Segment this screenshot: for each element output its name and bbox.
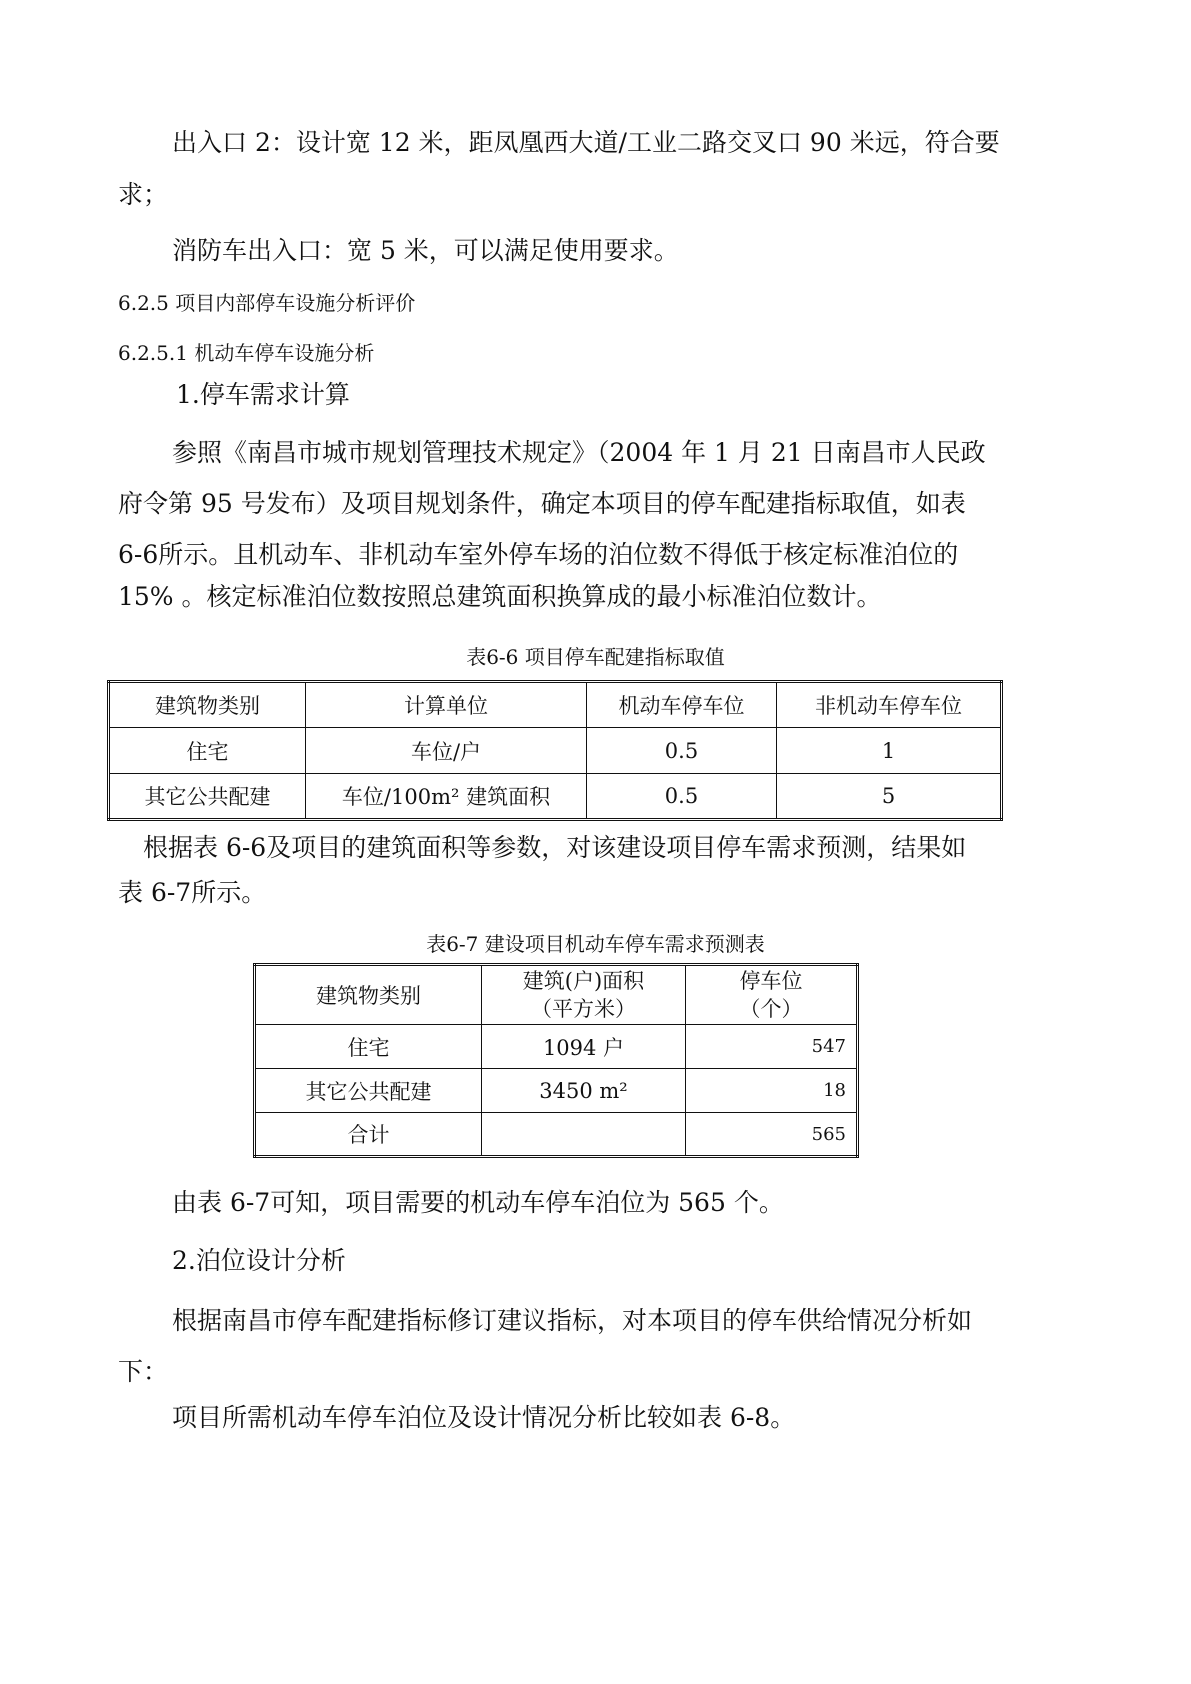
table-row [255, 1113, 858, 1157]
table-header-cell: 计算单位 [306, 682, 587, 728]
header-line: 停车位 [739, 969, 803, 993]
table-header-row [255, 965, 858, 1025]
table-cell: 其它公共配建 [255, 1069, 482, 1113]
paragraph-line: 消防车出入口：宽 5 米，可以满足使用要求。 [172, 236, 679, 265]
table-cell: 0.5 [587, 774, 777, 820]
table-cell [482, 1113, 686, 1157]
table-caption: 表6-6 项目停车配建指标取值 [466, 645, 725, 669]
table-cell: 565 [686, 1113, 858, 1157]
table-header-cell [482, 965, 686, 1025]
paragraph-line: 出入口 2：设计宽 12 米，距凤凰西大道/工业二路交叉口 90 米远，符合要 [172, 128, 1000, 157]
table-cell: 1 [777, 728, 1002, 774]
parking-index-table [107, 680, 1003, 821]
table-cell: 其它公共配建 [109, 774, 306, 820]
paragraph-line: 项目所需机动车停车泊位及设计情况分析比较如表 6-8。 [172, 1403, 796, 1432]
paragraph-line: 求； [118, 180, 169, 209]
table-cell: 5 [777, 774, 1002, 820]
table-cell: 3450 m² [482, 1069, 686, 1113]
table-row [255, 1069, 858, 1113]
table-cell: 车位/户 [306, 728, 587, 774]
table-caption: 表6-7 建设项目机动车停车需求预测表 [426, 932, 765, 956]
paragraph-line: 根据南昌市停车配建指标修订建议指标，对本项目的停车供给情况分析如 [172, 1306, 973, 1335]
table-row [109, 774, 1002, 820]
paragraph-line: 府令第 95 号发布）及项目规划条件，确定本项目的停车配建指标取值，如表 [118, 489, 966, 518]
table-cell: 住宅 [255, 1025, 482, 1069]
table-header-cell: 建筑物类别 [109, 682, 306, 728]
table-header-cell [686, 965, 858, 1025]
table-row [109, 728, 1002, 774]
subsection-heading: 1.停车需求计算 [176, 380, 350, 409]
table-cell: 住宅 [109, 728, 306, 774]
paragraph-line: 下： [118, 1357, 169, 1386]
table-header-cell: 建筑物类别 [255, 965, 482, 1025]
paragraph-line: 6-6所示。且机动车、非机动车室外停车场的泊位数不得低于核定标准泊位的 [118, 540, 959, 569]
header-line: （平方米） [531, 997, 636, 1021]
table-cell: 1094 户 [482, 1025, 686, 1069]
subsection-heading: 2.泊位设计分析 [172, 1246, 346, 1275]
header-line: 建筑(户)面积 [522, 969, 645, 993]
parking-demand-table [253, 963, 859, 1158]
table-cell: 0.5 [587, 728, 777, 774]
table-header-row [109, 682, 1002, 728]
paragraph-line: 根据表 6-6及项目的建筑面积等参数，对该建设项目停车需求预测，结果如 [143, 833, 967, 862]
paragraph-line: 表 6-7所示。 [118, 878, 267, 907]
table-cell: 18 [686, 1069, 858, 1113]
section-heading: 6.2.5 项目内部停车设施分析评价 [118, 291, 416, 315]
section-heading: 6.2.5.1 机动车停车设施分析 [118, 341, 375, 365]
table-cell: 车位/100m² 建筑面积 [306, 774, 587, 820]
paragraph-line: 参照《南昌市城市规划管理技术规定》（2004 年 1 月 21 日南昌市人民政 [172, 438, 986, 467]
table-header-cell: 非机动车停车位 [777, 682, 1002, 728]
table-header-cell: 机动车停车位 [587, 682, 777, 728]
table-cell: 合计 [255, 1113, 482, 1157]
table-cell: 547 [686, 1025, 858, 1069]
paragraph-line: 由表 6-7可知，项目需要的机动车停车泊位为 565 个。 [172, 1188, 784, 1217]
header-line: （个） [739, 997, 803, 1021]
paragraph-line: 15% 。核定标准泊位数按照总建筑面积换算成的最小标准泊位数计。 [118, 582, 882, 611]
table-row [255, 1025, 858, 1069]
